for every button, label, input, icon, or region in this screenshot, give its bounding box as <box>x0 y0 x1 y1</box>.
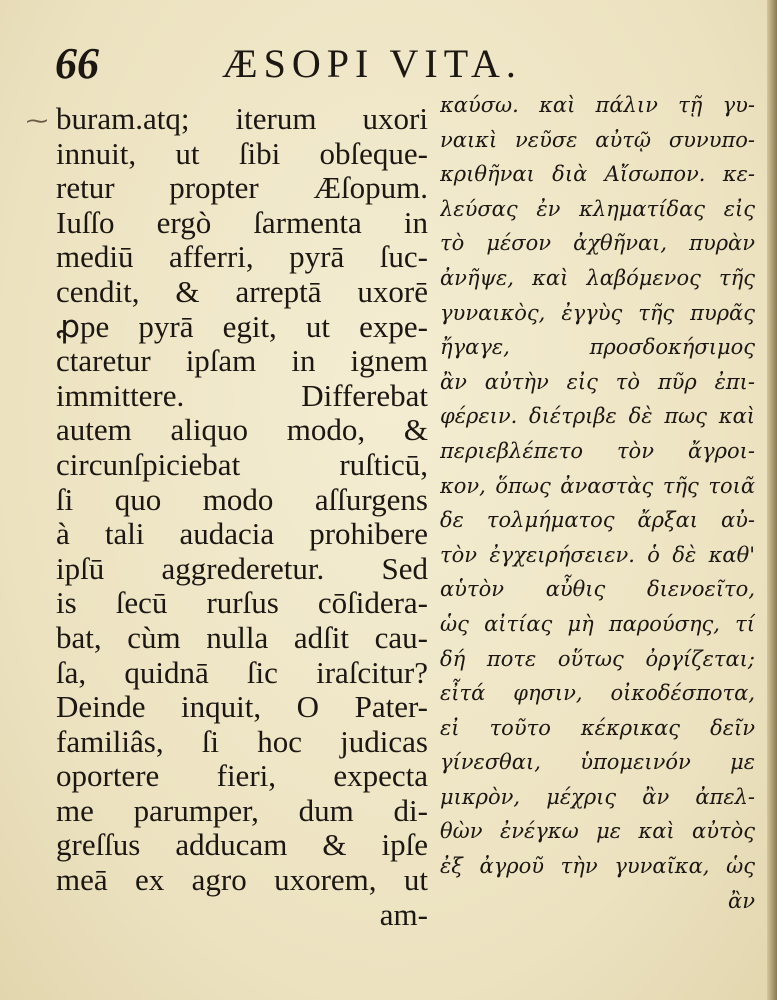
latin-text-line: innuit, ut ſibi obſeque- <box>56 135 428 171</box>
running-title: ÆSOPI VITA. <box>222 41 522 86</box>
greek-text-column <box>440 88 755 918</box>
greek-text-line: δή ποτε οὕτως ὀργίζεται; <box>440 646 755 671</box>
latin-text-line: Deinde inquit, O Pater- <box>56 689 428 725</box>
greek-text-line: αὑτὸν αὖθις διενοεῖτο, <box>440 577 755 602</box>
latin-text-line: ſi quo modo aſſurgens <box>56 481 428 517</box>
latin-text-line: autem aliquo modo, & <box>56 412 428 448</box>
latin-text-line: am- <box>379 896 428 932</box>
greek-text-line: ἂν <box>728 888 755 913</box>
margin-mark: ⁓ <box>26 108 48 133</box>
latin-text-line: meā ex agro uxorem, ut <box>56 862 428 898</box>
latin-text-line: greſſus adducam & ipſe <box>56 827 428 863</box>
latin-text-line: retur propter Æſopum. <box>56 170 428 206</box>
greek-text-line: εἶτά φησιν, οἰκοδέσποτα, <box>440 681 755 706</box>
greek-text-line: κον, ὅπως ἀναστὰς τῆς τοιᾶ <box>440 473 755 498</box>
latin-text-line: ſa, quidnā ſic iraſcitur? <box>56 654 428 690</box>
greek-text-line: κριθῆναι διὰ Αἴσωπον. κε- <box>440 162 755 187</box>
latin-text-column <box>56 102 428 932</box>
greek-text-line: δε τολμήματος ἄρξαι αὐ- <box>440 508 755 533</box>
greek-text-line: ἤγαγε, προσδοκήσιμος <box>440 335 755 360</box>
greek-text-line: φέρειν. διέτριβε δὲ πως καὶ <box>440 404 755 429</box>
page-gutter <box>767 0 777 1000</box>
latin-text-line: buram.atq; iterum uxori <box>56 101 428 136</box>
latin-text-line: ꝓpe pyrā egit, ut expe- <box>56 308 428 344</box>
latin-text-line: ipſū aggrederetur. Sed <box>56 550 428 586</box>
greek-text-line: καύσω. καὶ πάλιν τῇ γυ- <box>440 93 755 117</box>
latin-text-line: cendit, & arreptā uxorē <box>56 273 428 309</box>
latin-text-line: oportere fieri, expecta <box>56 758 428 794</box>
greek-text-line: γυναικὸς, ἐγγὺς τῆς πυρᾶς <box>440 300 755 325</box>
greek-text-line: τὸ μέσον ἀχθῆναι, πυρὰν <box>440 231 755 256</box>
latin-text-line: circunſpiciebat ruſticū, <box>56 446 428 482</box>
greek-text-line: τὸν ἐγχειρήσειεν. ὁ δὲ καθ' <box>440 542 755 567</box>
greek-text-line: μικρὸν, μέχρις ἂν ἀπελ- <box>440 784 755 809</box>
latin-text-line: bat, cùm nulla adſit cau- <box>56 619 428 655</box>
latin-text-line: mediū afferri, pyrā ſuc- <box>56 239 428 275</box>
latin-text-line: is ſecū rurſus cōſidera- <box>56 585 428 621</box>
page-number: 66 <box>55 39 99 88</box>
latin-text-line: ctaretur ipſam in ignem <box>56 343 428 379</box>
greek-text-line: περιεβλέπετο τὸν ἄγροι- <box>440 438 755 463</box>
latin-text-line: familiâs, ſi hoc judicas <box>56 723 428 759</box>
greek-text-line: θὼν ἐνέγκω με καὶ αὐτὸς <box>440 819 755 844</box>
latin-text-line: Iuſſo ergò ſarmenta in <box>56 204 428 240</box>
greek-text-line: λεύσας ἐν κληματίδας εἰς <box>440 196 755 221</box>
latin-text-line: me parumper, dum di- <box>56 792 428 828</box>
latin-text-line: immittere. Differebat <box>56 377 428 413</box>
greek-text-line: γίνεσθαι, ὑπομεινόν με <box>440 750 755 775</box>
greek-text-line: ἂν αὐτὴν εἰς τὸ πῦρ ἐπι- <box>440 369 755 394</box>
greek-text-line: ἐξ ἀγροῦ τὴν γυναῖκα, ὡς <box>440 854 755 879</box>
greek-text-line: ἀνῆψε, καὶ λαβόμενος τῆς <box>440 265 755 290</box>
latin-text-line: à tali audacia prohibere <box>56 516 428 552</box>
greek-text-line: ναικὶ νεῦσε αὐτῷ συνυπο- <box>440 127 755 152</box>
greek-text-line: εἰ τοῦτο κέκρικας δεῖν <box>440 715 755 740</box>
greek-text-line: ὡς αἰτίας μὴ παρούσης, τί <box>440 611 755 636</box>
